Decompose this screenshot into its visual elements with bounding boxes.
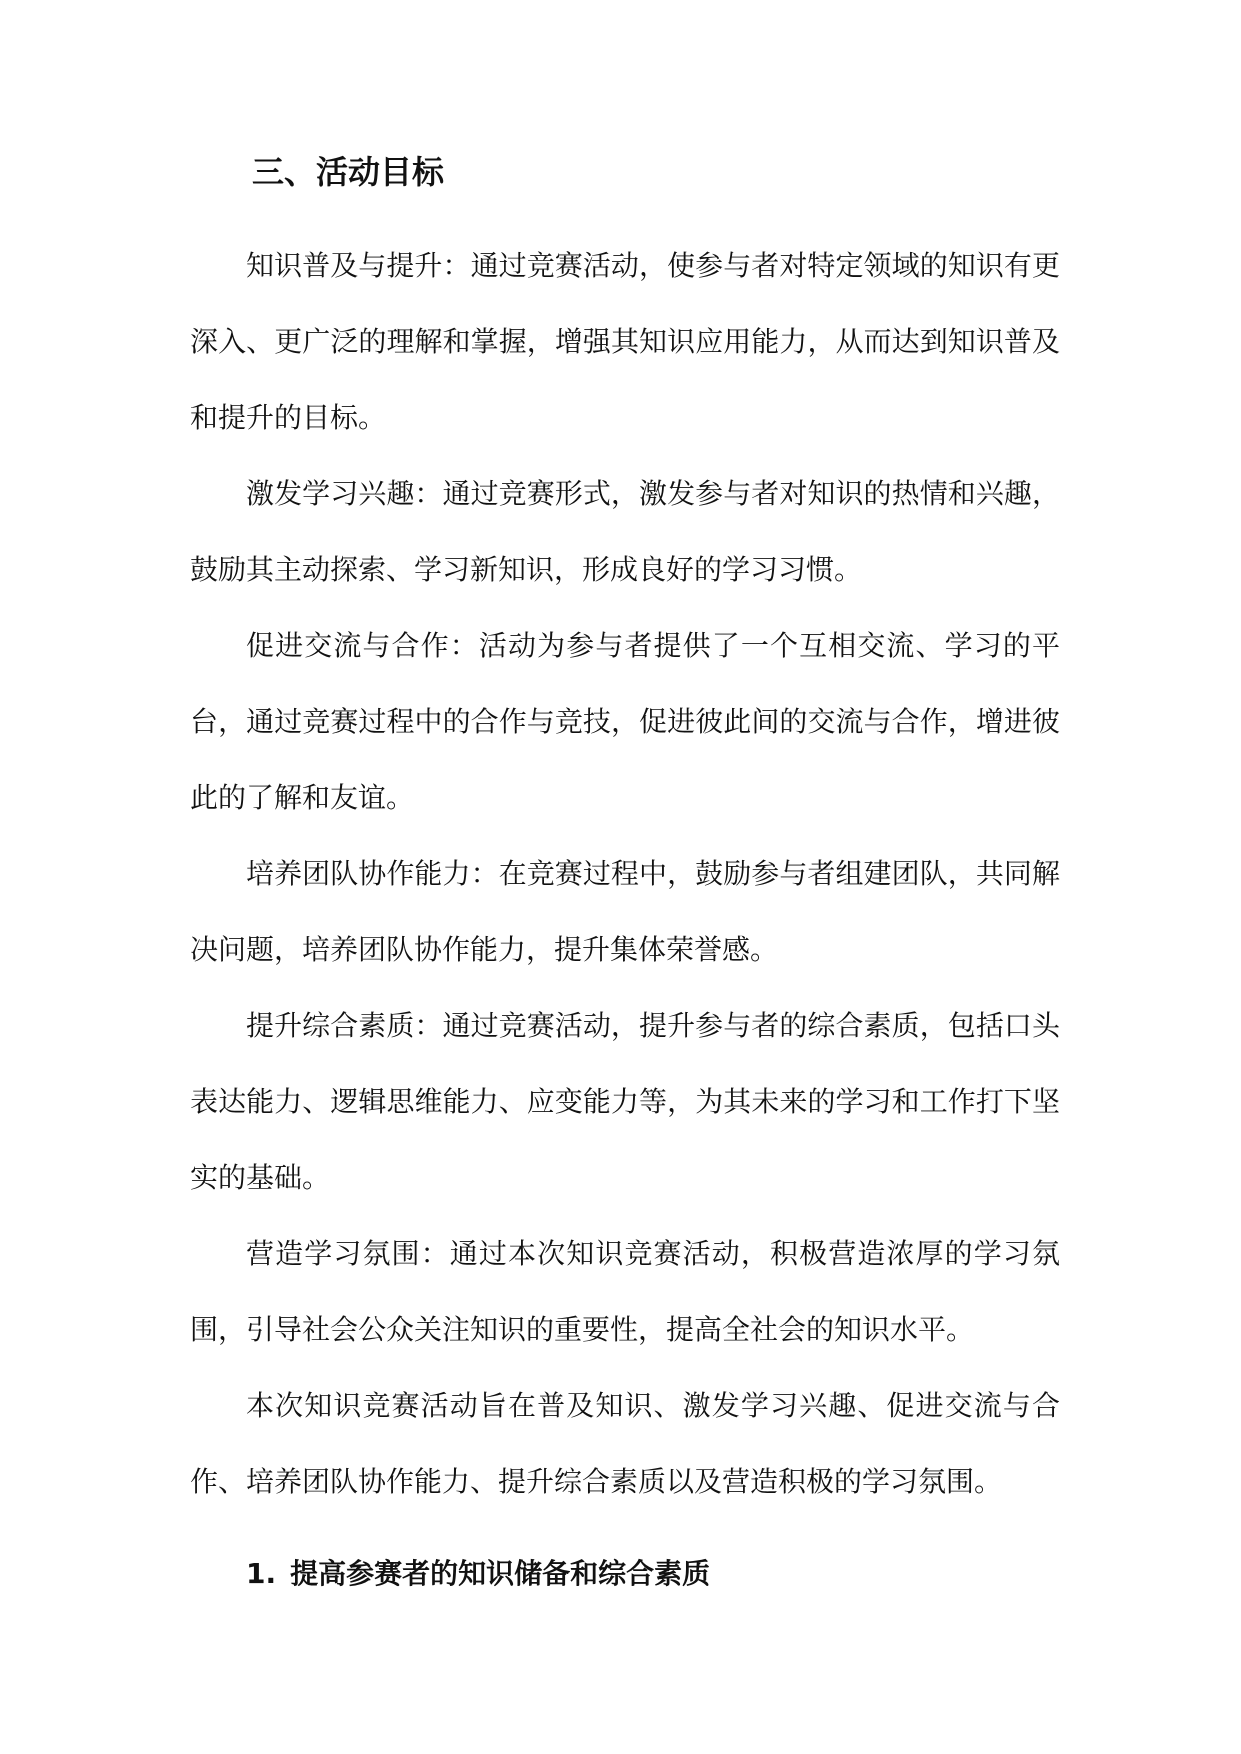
subsection-title: 提高参赛者的知识储备和综合素质	[290, 1557, 711, 1590]
paragraph-exchange: 促进交流与合作：活动为参与者提供了一个互相交流、学习的平台，通过竞赛过程中的合作与竞技，促进彼此间的交流与合作，增进彼此的了解和友谊。	[190, 629, 1060, 814]
subsection-heading	[246, 1552, 710, 1596]
paragraph-teamwork: 培养团队协作能力：在竞赛过程中，鼓励参与者组建团队，共同解决问题，培养团队协作能力，提升集体荣誉感。	[190, 857, 1060, 966]
paragraph-atmosphere: 营造学习氛围：通过本次知识竞赛活动，积极营造浓厚的学习氛围，引导社会公众关注知识的重要性，提高全社会的知识水平。	[190, 1237, 1060, 1346]
subsection-number: 1.	[246, 1557, 277, 1590]
paragraph-knowledge: 知识普及与提升：通过竞赛活动，使参与者对特定领域的知识有更深入、更广泛的理解和掌握，增强其知识应用能力，从而达到知识普及和提升的目标。	[190, 249, 1060, 434]
paragraph-summary: 本次知识竞赛活动旨在普及知识、激发学习兴趣、促进交流与合作、培养团队协作能力、提升综合素质以及营造积极的学习氛围。	[190, 1389, 1060, 1498]
paragraph-interest: 激发学习兴趣：通过竞赛形式，激发参与者对知识的热情和兴趣，鼓励其主动探索、学习新知识，形成良好的学习习惯。	[190, 477, 1060, 586]
section-body	[190, 228, 1060, 1520]
section-title: 三、活动目标	[252, 153, 445, 191]
paragraph-quality: 提升综合素质：通过竞赛活动，提升参与者的综合素质，包括口头表达能力、逻辑思维能力、应变能力等，为其未来的学习和工作打下坚实的基础。	[190, 1009, 1060, 1194]
